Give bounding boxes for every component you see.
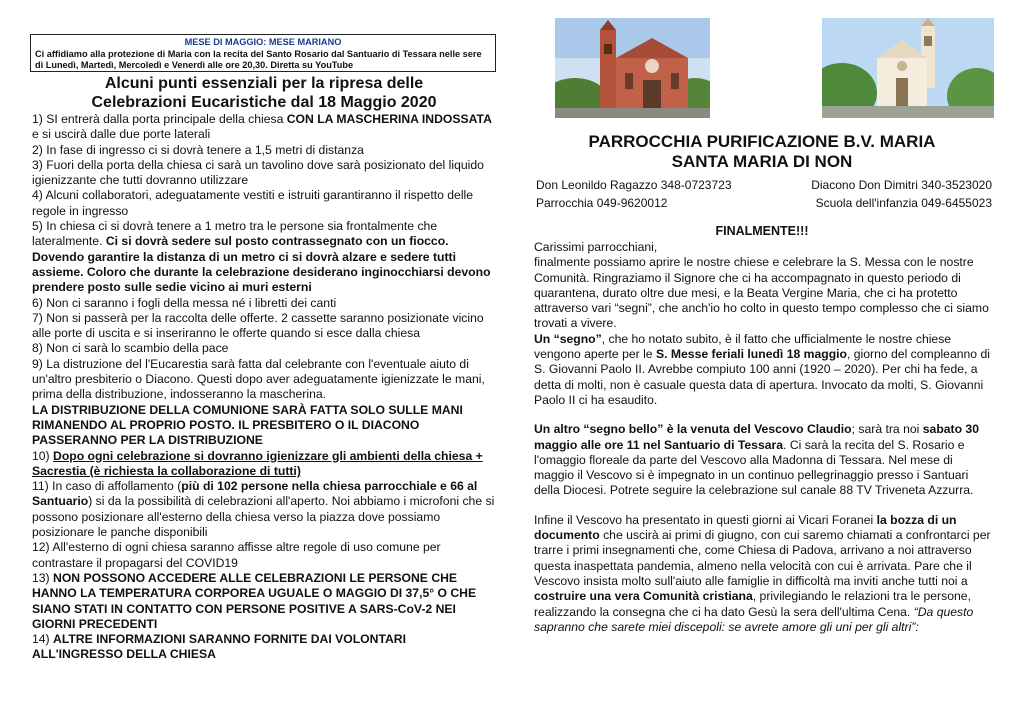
para-2-bold-a: Un “segno” bbox=[534, 331, 602, 346]
parish-title-line1: PARROCCHIA PURIFICAZIONE B.V. MARIA bbox=[588, 132, 936, 151]
rule-5-bold: Ci si dovrà sedere sul posto contrassegnato con un fiocco. Dovendo garantire la distanza di un metro ci si dovrà alzare e sedere tutti assieme. Coloro che durante la celebrazione desiderano inginocchiarsi devono prendere posto sulle sedie vicino ai muri esterni bbox=[32, 234, 491, 295]
para-4-text-a: Infine il Vescovo ha presentato in questi giorni ai Vicari Foranei bbox=[534, 512, 877, 527]
para-4-quote: “Da questo sapranno che sarete miei discepoli: se avrete amore gli uni per gli altri”: bbox=[534, 604, 974, 634]
contact-school: Scuola dell'infanzia 049-6455023 bbox=[815, 196, 992, 210]
notice-box bbox=[30, 34, 496, 72]
rule-5-text: 5) In chiesa ci si dovrà tenere a 1 metro tra le persone sia frontalmente che lateralmente. bbox=[32, 219, 438, 249]
para-3-bold-c: sabato 30 maggio alle ore 11 nel Santuario di Tessara bbox=[534, 422, 979, 452]
rule-6: 6) Non ci saranno i fogli della messa né i libretti dei canti bbox=[32, 295, 337, 310]
rule-1-end: e si uscirà dalle due porte laterali bbox=[32, 127, 211, 142]
rule-1-text: 1) SI entrerà dalla porta principale della chiesa bbox=[32, 112, 287, 126]
rule-9-bold: LA DISTRIBUZIONE DELLA COMUNIONE SARÀ FATTA SOLO SULLE MANI RIMANENDO AL PROPRIO POSTO. IL PRESBITERO O IL DIACONO PASSERANNO PER LA DISTRIBUZIONE bbox=[32, 402, 463, 448]
rule-14 bbox=[32, 632, 496, 663]
rule-10-bold: Dopo ogni celebrazione si dovranno igienizzare gli ambienti della chiesa + Sacrestia (è richiesta la collaborazione di tutti) bbox=[32, 448, 483, 478]
para-2-bold-c: S. Messe feriali lunedì 18 maggio bbox=[655, 347, 847, 362]
letter-para-3 bbox=[534, 422, 992, 498]
letter-body bbox=[534, 240, 992, 635]
notice-title: MESE DI MAGGIO: MESE MARIANO bbox=[184, 37, 342, 47]
left-title-line1: Alcuni punti essenziali per la ripresa delle bbox=[104, 75, 424, 92]
para-2-text-b: , che ho notato subito, è il fatto che ufficialmente le nostre chiese vengono aperte per le bbox=[534, 331, 952, 362]
rule-4: 4) Alcuni collaboratori, adeguatamente vestiti e istruiti garantiranno il rispetto delle regole in ingresso bbox=[32, 188, 474, 218]
rule-7: 7) Non si passerà per la raccolta delle offerte. 2 cassette saranno posizionate vicino alle porte di uscita e si inseriranno le offerte quando si esce dalla chiesa bbox=[32, 310, 484, 341]
rule-3: 3) Fuori della porta della chiesa ci sarà un tavolino dove sarà posizionato del liquido igienizzante che tutti dovranno utilizzare bbox=[32, 157, 484, 188]
parish-title bbox=[532, 132, 992, 172]
rule-10-num: 10) bbox=[32, 448, 54, 463]
para-4-bold-b: la bozza di un documento bbox=[534, 512, 957, 543]
letter-para-4 bbox=[534, 513, 992, 635]
rule-14-num: 14) bbox=[32, 632, 54, 647]
church-photo-white bbox=[822, 18, 994, 118]
rule-14-bold: ALTRE INFORMAZIONI SARANNO FORNITE DAI VOLONTARI ALL'INGRESSO DELLA CHIESA bbox=[32, 632, 406, 662]
para-3-text-b: ; sarà tra noi bbox=[851, 422, 923, 437]
rule-11-text: 11) In caso di affollamento ( bbox=[32, 479, 182, 494]
rule-13 bbox=[32, 571, 496, 632]
contact-deacon: Diacono Don Dimitri 340-3523020 bbox=[811, 178, 992, 192]
rule-12: 12) All'esterno di ogni chiesa saranno affisse altre regole di uso comune per contrastare il propagarsi del COVID19 bbox=[32, 540, 441, 570]
para-4-text-e: , privilegiando le relazioni tra le persone, realizzando la consegna che ci ha dato Gesù la sera dell'ultima Cena. bbox=[534, 589, 971, 619]
letter-heading: FINALMENTE!!! bbox=[715, 224, 809, 238]
para-3-bold-a: Un altro “segno bello” è la venuta del Vescovo Claudio bbox=[534, 422, 852, 437]
rule-11 bbox=[32, 479, 496, 540]
left-title bbox=[32, 74, 496, 112]
rule-5 bbox=[32, 219, 496, 295]
letter-greeting: Carissimi parrocchiani, bbox=[534, 240, 658, 254]
rule-1-bold: CON LA MASCHERINA INDOSSATA bbox=[286, 112, 492, 126]
rule-9: 9) La distruzione del l'Eucarestia sarà fatta dal celebrante con l'eventuale aiuto di un'altro presbiterio o Diacono. Questi dopo aver adeguatamente igienizzate le mani, prima della distribuzione, indosseranno la mascherina. bbox=[32, 356, 485, 402]
rule-13-bold: NON POSSONO ACCEDERE ALLE CELEBRAZIONI LE PERSONE CHE HANNO LA TEMPERATURA CORPOREA UGUALE O MAGGIO DI 37,5° O CHE SIANO STATI IN CONTATTO CON PERSONE POSITIVE A SARS-CoV-2 NEI GIORNI PRECEDENTI bbox=[32, 570, 477, 631]
para-3-text-d: . Ci sarà la recita del S. Rosario e l'omaggio floreale da parte del Vescovo alla Madonna di Tessara. Nel mese di maggio il Vescovo si è impegnato in un continuo pellegrinaggio presso i Santuari della Diocesi. Potrete seguire la celebrazione sul canale 88 TV Triveneta Azzurra. bbox=[534, 437, 974, 498]
para-4-text-c: che uscirà ai primi di giugno, con cui saremo chiamati a confrontarci per trarre i primi insegnamenti che, come Chiesa di Padova, arrivano a noi attraverso questa inaspettata pandemia, almeno nella velocità con cui è arrivata. Pare che il Vescovo insista molto sull'aiuto alle famiglie in difficoltà ma inviti anche tutti noi a bbox=[534, 528, 991, 588]
contact-parish: Parrocchia 049-9620012 bbox=[536, 196, 668, 210]
contacts-row-1 bbox=[536, 178, 992, 192]
rule-11-bold: più di 102 persone nella chiesa parrocchiale e 66 al Santuario bbox=[32, 479, 478, 509]
letter-para-2 bbox=[534, 332, 992, 408]
rule-13-num: 13) bbox=[32, 570, 54, 585]
para-4-bold-d: costruire una vera Comunità cristiana bbox=[534, 589, 753, 604]
parish-title-line2: SANTA MARIA DI NON bbox=[671, 152, 853, 171]
rule-1 bbox=[32, 112, 496, 143]
para-2-text-d: , giorno del compleanno di S. Giovanni Paolo II. Avrebbe compiuto 100 anni (1920 – 2020). Per chi ha fede, a detta di molti, non è casuale questa data di apertura. Invocato da molti, S. Giovanni Paolo II ci ha esaudito. bbox=[534, 347, 990, 407]
rule-10 bbox=[32, 449, 496, 480]
rule-8: 8) Non ci sarà lo scambio della pace bbox=[32, 341, 229, 356]
left-body bbox=[32, 112, 496, 663]
church-photo-brick bbox=[555, 18, 710, 118]
contact-priest: Don Leonildo Ragazzo 348-0723723 bbox=[536, 178, 732, 192]
rule-11-end: ) si da la possibilità di celebrazioni all'aperto. Noi abbiamo i microfoni che si possono posizionare all'esterno della chiesa verso la piazza dove possiamo posizionare le panche disponibili bbox=[32, 494, 495, 540]
rule-2: 2) In fase di ingresso ci si dovrà tenere a 1,5 metri di distanza bbox=[32, 142, 364, 157]
letter-para-1: finalmente possiamo aprire le nostre chiese e celebrare la S. Messa con le nostre Comunità. Ringraziamo il Signore che ci ha accompagnato in questo periodo di quarantena, durato oltre due mesi, e la Beata Vergine Maria, che ci ha protetto attraverso vari “segni”, che anch'io ho colto in questo tempo complesso che ci siamo trovati a vivere. bbox=[534, 255, 989, 331]
notice-text: Ci affidiamo alla protezione di Maria con la recita del Santo Rosario dal Santuario di Tessara nelle sere di Lunedì, Martedì, Mercoledì e Venerdì alle ore 20,30. Diretta su YouTube bbox=[35, 48, 482, 70]
contacts-row-2 bbox=[536, 196, 992, 210]
left-title-line2: Celebrazioni Eucaristiche dal 18 Maggio 2020 bbox=[91, 94, 437, 111]
